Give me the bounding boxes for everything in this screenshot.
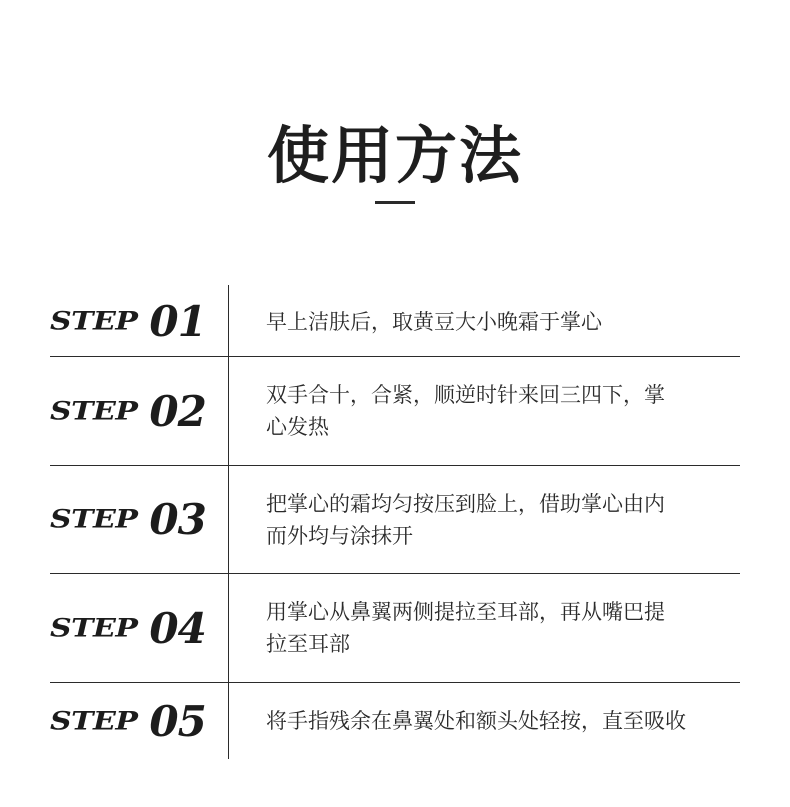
step-label (50, 357, 229, 465)
step-label (50, 574, 229, 682)
step-instruction: 把掌心的霜均匀按压到脸上，借助掌心由内 而外均与涂抹开 (266, 491, 665, 548)
step-row (50, 683, 740, 759)
step-row (50, 466, 740, 574)
step-word: STEP (50, 396, 138, 426)
step-instruction: 双手合十，合紧，顺逆时针来回三四下，掌 心发热 (266, 383, 665, 439)
step-row (50, 357, 740, 466)
step-instruction: 用掌心从鼻翼两侧提拉至耳部，再从嘴巴提 拉至耳部 (266, 600, 665, 656)
step-label (50, 466, 229, 573)
page-title: 使用方法 (266, 119, 523, 192)
step-row (50, 574, 740, 683)
step-word: STEP (50, 706, 138, 736)
step-instruction: 早上洁肤后，取黄豆大小晚霜于掌心 (266, 309, 602, 334)
step-number: 04 (149, 603, 206, 653)
title-divider (375, 201, 415, 204)
step-number: 01 (149, 297, 206, 346)
step-label (50, 683, 229, 759)
steps-list (50, 285, 740, 759)
step-instruction: 将手指残余在鼻翼处和额头处轻按，直至吸收 (266, 709, 686, 733)
step-row (50, 285, 740, 357)
step-word: STEP (50, 306, 138, 337)
step-word: STEP (50, 613, 138, 643)
step-label (50, 285, 229, 356)
step-number: 05 (149, 696, 206, 746)
step-number: 03 (149, 495, 206, 544)
step-number: 02 (149, 386, 206, 436)
step-word: STEP (50, 504, 138, 535)
